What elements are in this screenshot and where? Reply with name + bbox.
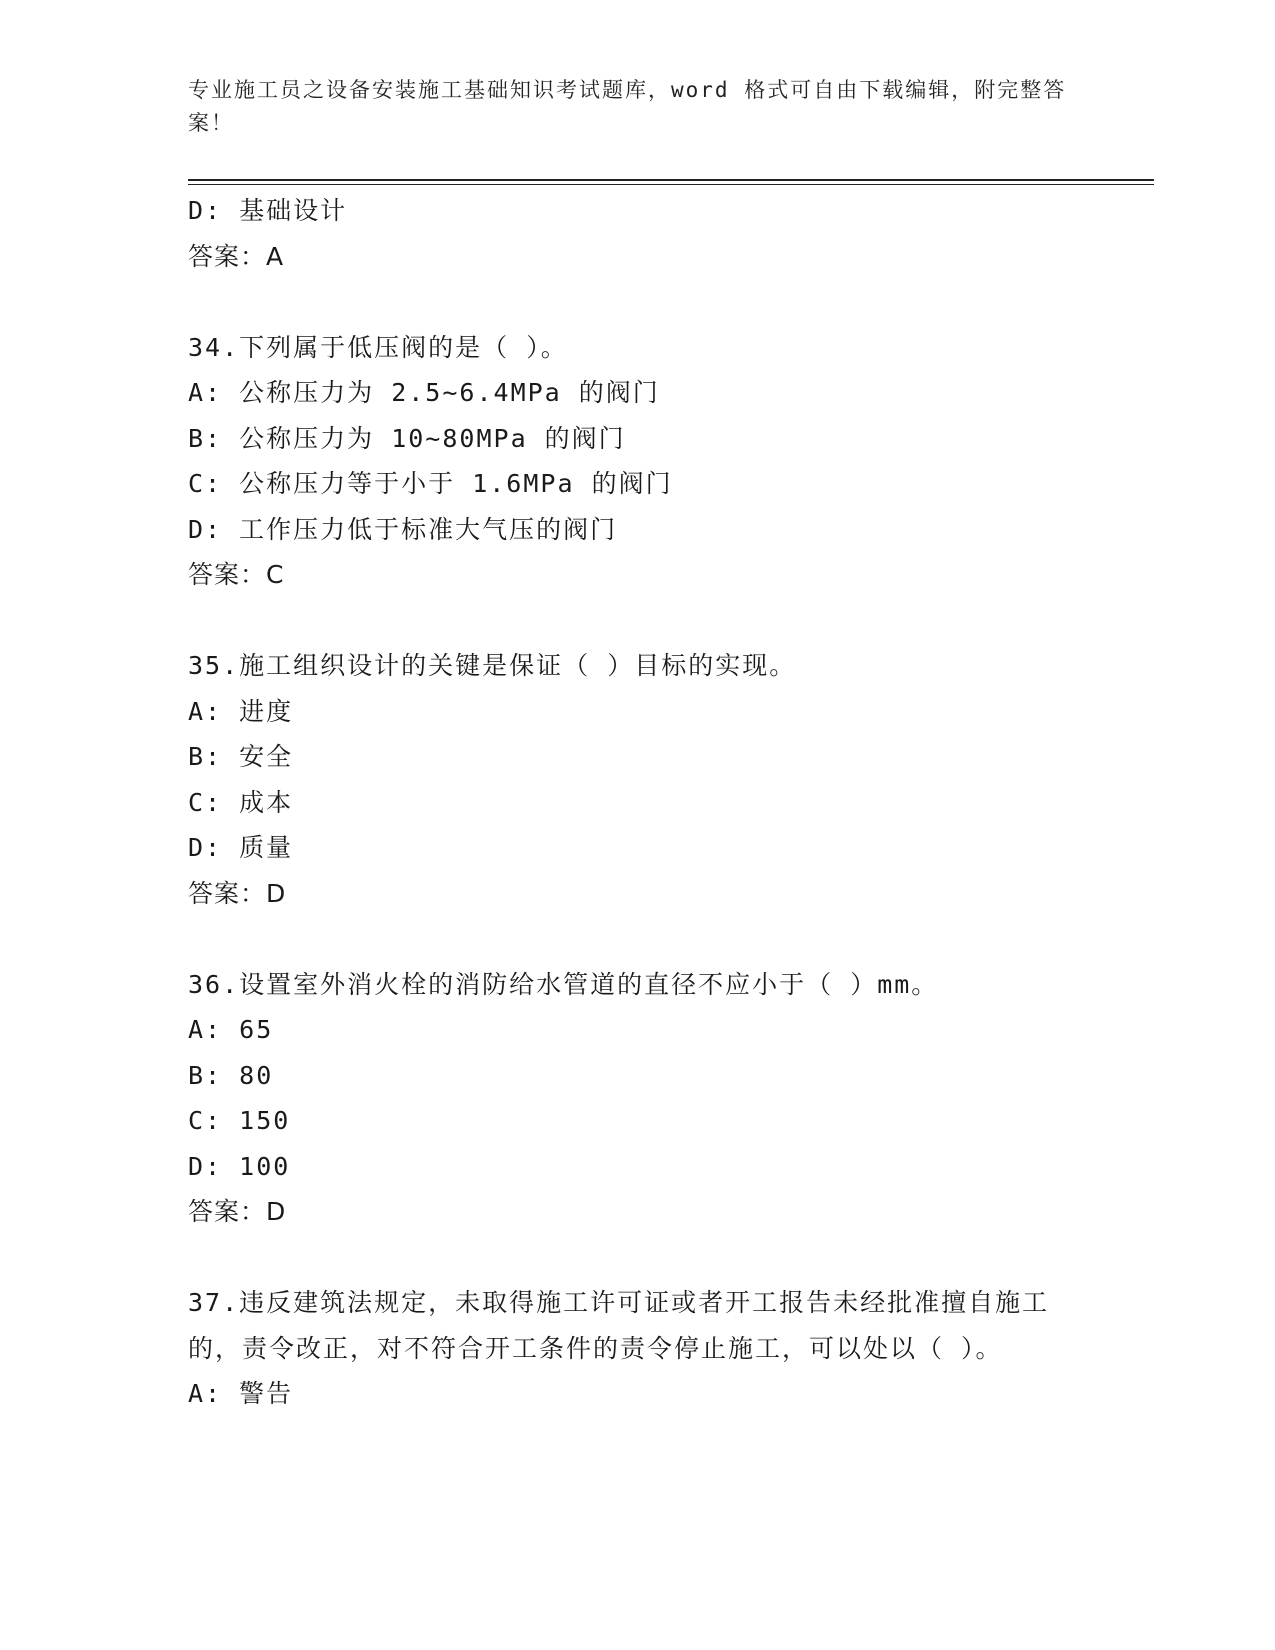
question-34-option-d: D: 工作压力低于标准大气压的阀门 <box>188 514 618 544</box>
question-34-stem: 34.下列属于低压阀的是（ ）。 <box>188 332 568 362</box>
question-35-option-d: D: 质量 <box>188 833 294 862</box>
header-divider-thin <box>188 184 1154 185</box>
question-35-answer: 答案：D <box>188 878 287 908</box>
question-36-option-c: C: 150 <box>188 1106 291 1135</box>
question-34-option-c: C: 公称压力等于小于 1.6MPa 的阀门 <box>188 469 673 498</box>
question-36-stem: 36.设置室外消火栓的消防给水管道的直径不应小于（ ）mm。 <box>188 969 939 999</box>
question-36-option-d: D: 100 <box>188 1151 291 1181</box>
question-36-option-b: B: 80 <box>188 1060 274 1090</box>
question-34-option-b: B: 公称压力为 10~80MPa 的阀门 <box>188 423 626 453</box>
question-36-answer: 答案：D <box>188 1197 287 1226</box>
question-34-answer: 答案：C <box>188 560 285 589</box>
question-36-option-a: A: 65 <box>188 1015 274 1044</box>
question-37-stem: 37.违反建筑法规定，未取得施工许可证或者开工报告未经批准擅自施工的，责令改正，对不符合开工条件的责令停止施工，可以处以（ ）。 <box>188 1288 1050 1363</box>
question-35-option-a: A: 进度 <box>188 696 294 726</box>
page-header: 专业施工员之设备安装施工基础知识考试题库，word 格式可自由下载编辑，附完整答案！ <box>188 78 1067 135</box>
question-34-option-a: A: 公称压力为 2.5~6.4MPa 的阀门 <box>188 378 660 407</box>
question-37-option-a: A: 警告 <box>188 1379 294 1408</box>
question-list <box>188 188 1088 1417</box>
prev-option-d: D: 基础设计 <box>188 196 348 225</box>
question-35-option-c: C: 成本 <box>188 787 294 817</box>
question-35-stem: 35.施工组织设计的关键是保证（ ）目标的实现。 <box>188 651 797 680</box>
header-divider-thick <box>188 179 1154 181</box>
question-35-option-b: B: 安全 <box>188 742 294 771</box>
prev-answer: 答案：A <box>188 241 285 271</box>
